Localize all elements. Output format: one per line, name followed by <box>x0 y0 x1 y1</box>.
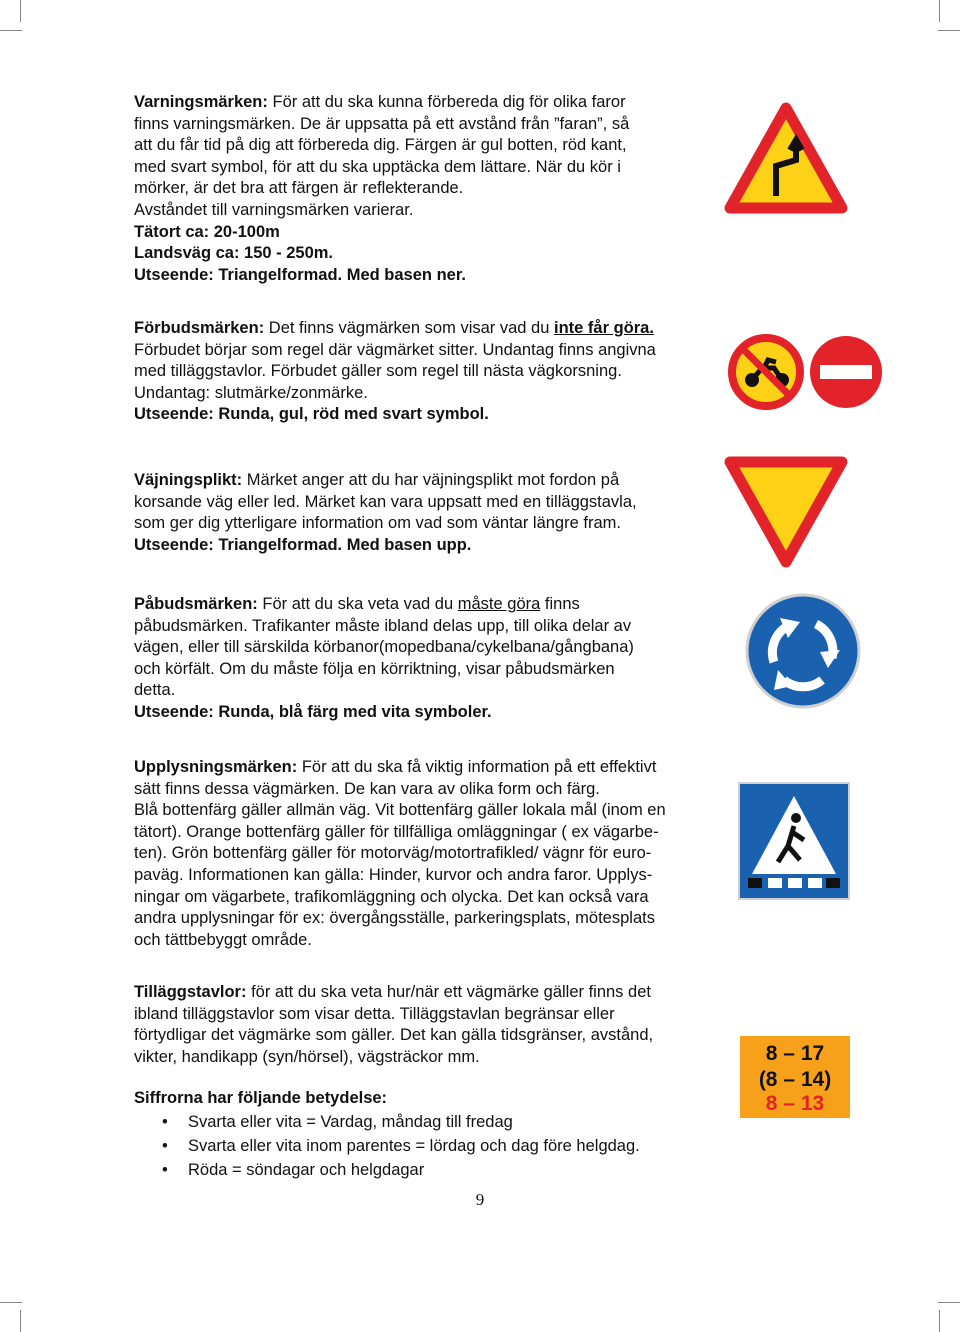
siffror-list <box>134 1086 640 1182</box>
section-vajningsplikt: Väjningsplikt: Märket anger att du har väjningsplikt mot fordon på korsande väg eller led. Märket kan vara uppsatt med en tilläggstavla, som ger dig ytterligare information om vad som väntar längre fram. Utseende: Triangelformad. Med basen upp. <box>134 471 637 554</box>
crop-mark <box>0 30 22 31</box>
pedestrian-crossing-sign-icon <box>738 782 850 900</box>
list-heading: Siffrorna har följande betydelse: <box>134 1089 388 1107</box>
page-number: 9 <box>475 1190 485 1209</box>
crop-mark <box>938 1302 960 1303</box>
plate-row: 8 – 17 <box>765 1042 825 1065</box>
yield-sign-icon <box>724 456 848 568</box>
no-motorcycles-sign-icon <box>728 334 804 410</box>
bullet-icon: • <box>162 1113 168 1131</box>
section-pabudsmarken: Påbudsmärken: För att du ska veta vad du måste göra finns påbudsmärken. Trafikanter måste ibland delas upp, till olika delar av vägen, eller till särskilda körbanor(mopedbana/cykelbana/gångbana) och körfält. Om du måste följa en körriktning, visar påbudsmärken detta. Utseende: Runda, blå färg med vita symboler. <box>134 595 634 721</box>
crop-mark <box>20 0 21 22</box>
plate-row: (8 – 14) <box>758 1068 832 1091</box>
crop-mark <box>939 0 940 22</box>
section-forbudsmarken: Förbudsmärken: Det finns vägmärken som visar vad du inte får göra. Förbudet börjar som regel där vägmärket sitter. Undantag finns angivna med tilläggstavlor. Förbudet gäller som regel till nästa vägkorsning. Undantag: slutmärke/zonmärke. Utseende: Runda, gul, röd med svart symbol. <box>134 319 656 424</box>
bullet-icon: • <box>162 1137 168 1155</box>
section-heading: Upplysningsmärken: <box>134 758 298 776</box>
section-heading: Tilläggstavlor: <box>134 983 247 1001</box>
crop-mark <box>20 1310 21 1332</box>
double-curve-warning-sign-icon <box>724 102 848 214</box>
list-item: • Svarta eller vita inom parentes = lördag och dag före helgdag. <box>134 1134 640 1158</box>
section-heading: Förbudsmärken: <box>134 319 265 337</box>
plate-row: 8 – 13 <box>765 1092 825 1115</box>
supplementary-time-plate-icon <box>740 1036 850 1118</box>
list-item: • Röda = söndagar och helgdagar <box>134 1158 640 1182</box>
list-item: • Svarta eller vita = Vardag, måndag till fredag <box>134 1110 640 1134</box>
bullet-icon: • <box>162 1161 168 1179</box>
section-heading: Väjningsplikt: <box>134 471 243 489</box>
section-upplysningsmarken: Upplysningsmärken: För att du ska få viktig information på ett effektivt sätt finns dessa vägmärken. De kan vara av olika form och färg. Blå bottenfärg gäller allmän väg. Vit bottenfärg gäller lokala mål (inom en tätort). Orange bottenfärg gäller för tillfälliga omläggningar ( ex vägarbe- ten). Grön bottenfärg gäller för motorväg/motortrafikled/ vägnr för euro- paväg. Informationen kan gälla: Hinder, kurvor och andra faror. Upplys- ningar om vägarbete, trafikomläggning och olycka. Det kan också vara andra upplysningar för ex: övergångsställe, parkeringsplats, mötesplats och tättbebyggt område. <box>134 758 666 949</box>
section-tillaggstavlor: Tilläggstavlor: för att du ska veta hur/när ett vägmärke gäller finns det ibland tilläggstavlor som visar detta. Tilläggstavlan begränsar eller förtydligar det vägmärke som gäller. Det kan gälla tidsgränser, avstånd, vikter, handikapp (syn/hörsel), vägsträckor mm. <box>134 983 654 1066</box>
crop-mark <box>939 1310 940 1332</box>
section-varningsmarken: Varningsmärken: För att du ska kunna förbereda dig för olika faror finns varningsmärken. De är uppsatta på ett avstånd från ”faran”, så att du får tid på dig att förbereda dig. Färgen är gul botten, röd kant, med svart symbol, för att du ska upptäcka dem lättare. När du kör i mörker, är det bra att färgen är reflekterande. Avståndet till varningsmärken varierar. Tätort ca: 20-100m Landsväg ca: 150 - 250m. Utseende: Triangelformad. Med basen ner. <box>134 93 630 284</box>
section-heading: Varningsmärken: <box>134 93 268 111</box>
crop-mark <box>0 1302 22 1303</box>
crop-mark <box>938 30 960 31</box>
section-heading: Påbudsmärken: <box>134 595 258 613</box>
roundabout-sign-icon <box>744 592 862 710</box>
no-entry-sign-icon <box>808 334 884 410</box>
